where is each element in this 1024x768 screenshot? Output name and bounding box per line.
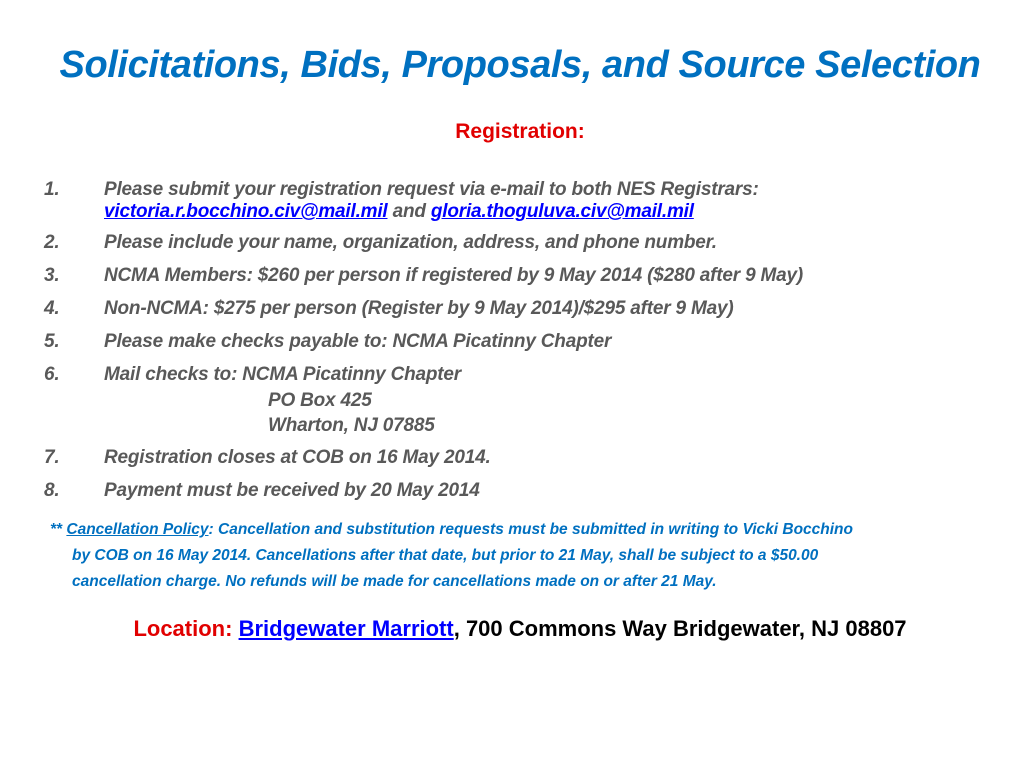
item-text: Payment must be received by 20 May 2014	[104, 480, 480, 501]
venue-link[interactable]: Bridgewater Marriott	[238, 616, 454, 641]
item-text: Please make checks payable to: NCMA Picatinny Chapter	[104, 331, 612, 352]
list-item	[44, 329, 1004, 355]
registration-list	[44, 177, 1004, 511]
email-link-bocchino[interactable]: victoria.r.bocchino.civ@mail.mil	[104, 201, 388, 222]
item-text: NCMA Members: $260 per person if registered by 9 May 2014 ($280 after 9 May)	[104, 265, 803, 286]
location-line	[0, 616, 1024, 642]
email-line	[104, 201, 1004, 223]
policy-line	[50, 517, 980, 543]
mailing-address-line: PO Box 425	[268, 390, 372, 411]
policy-prefix: **	[50, 521, 63, 538]
registration-heading: Registration:	[455, 120, 585, 143]
cancellation-policy	[50, 517, 980, 595]
cancellation-policy-link[interactable]: Cancellation Policy	[66, 521, 209, 538]
venue-address: , 700 Commons Way Bridgewater, NJ 08807	[453, 616, 907, 641]
list-item	[44, 230, 1004, 256]
list-item	[44, 445, 1004, 471]
item-number: 8.	[44, 480, 60, 501]
item-number: 5.	[44, 331, 60, 352]
slide-title: Solicitations, Bids, Proposals, and Source Selection	[59, 44, 981, 86]
item-number: 1.	[44, 179, 60, 200]
item-number: 6.	[44, 364, 60, 385]
item-text: Non-NCMA: $275 per person (Register by 9 May 2014)/$295 after 9 May)	[104, 298, 734, 319]
item-text: Registration closes at COB on 16 May 2014.	[104, 447, 491, 468]
list-item	[44, 177, 1004, 223]
and-text: and	[392, 201, 426, 222]
list-item	[44, 478, 1004, 504]
policy-line: cancellation charge. No refunds will be made for cancellations made on or after 21 May.	[72, 573, 717, 590]
item-number: 7.	[44, 447, 60, 468]
item-number: 2.	[44, 232, 60, 253]
list-item	[44, 362, 1004, 438]
policy-text: : Cancellation and substitution requests must be submitted in writing to Vicki Bocchino	[208, 521, 853, 538]
list-item	[44, 296, 1004, 322]
item-text: Please include your name, organization, address, and phone number.	[104, 232, 717, 253]
policy-line: by COB on 16 May 2014. Cancellations after that date, but prior to 21 May, shall be subject to a $50.00	[72, 547, 819, 564]
item-number: 4.	[44, 298, 60, 319]
mailing-address-line: Wharton, NJ 07885	[268, 415, 435, 436]
location-label: Location:	[133, 616, 233, 641]
email-link-thoguluva[interactable]: gloria.thoguluva.civ@mail.mil	[430, 201, 694, 222]
list-item	[44, 263, 1004, 289]
item-text: Mail checks to: NCMA Picatinny Chapter	[104, 364, 461, 385]
item-text: Please submit your registration request via e-mail to both NES Registrars:	[104, 179, 759, 200]
item-number: 3.	[44, 265, 60, 286]
